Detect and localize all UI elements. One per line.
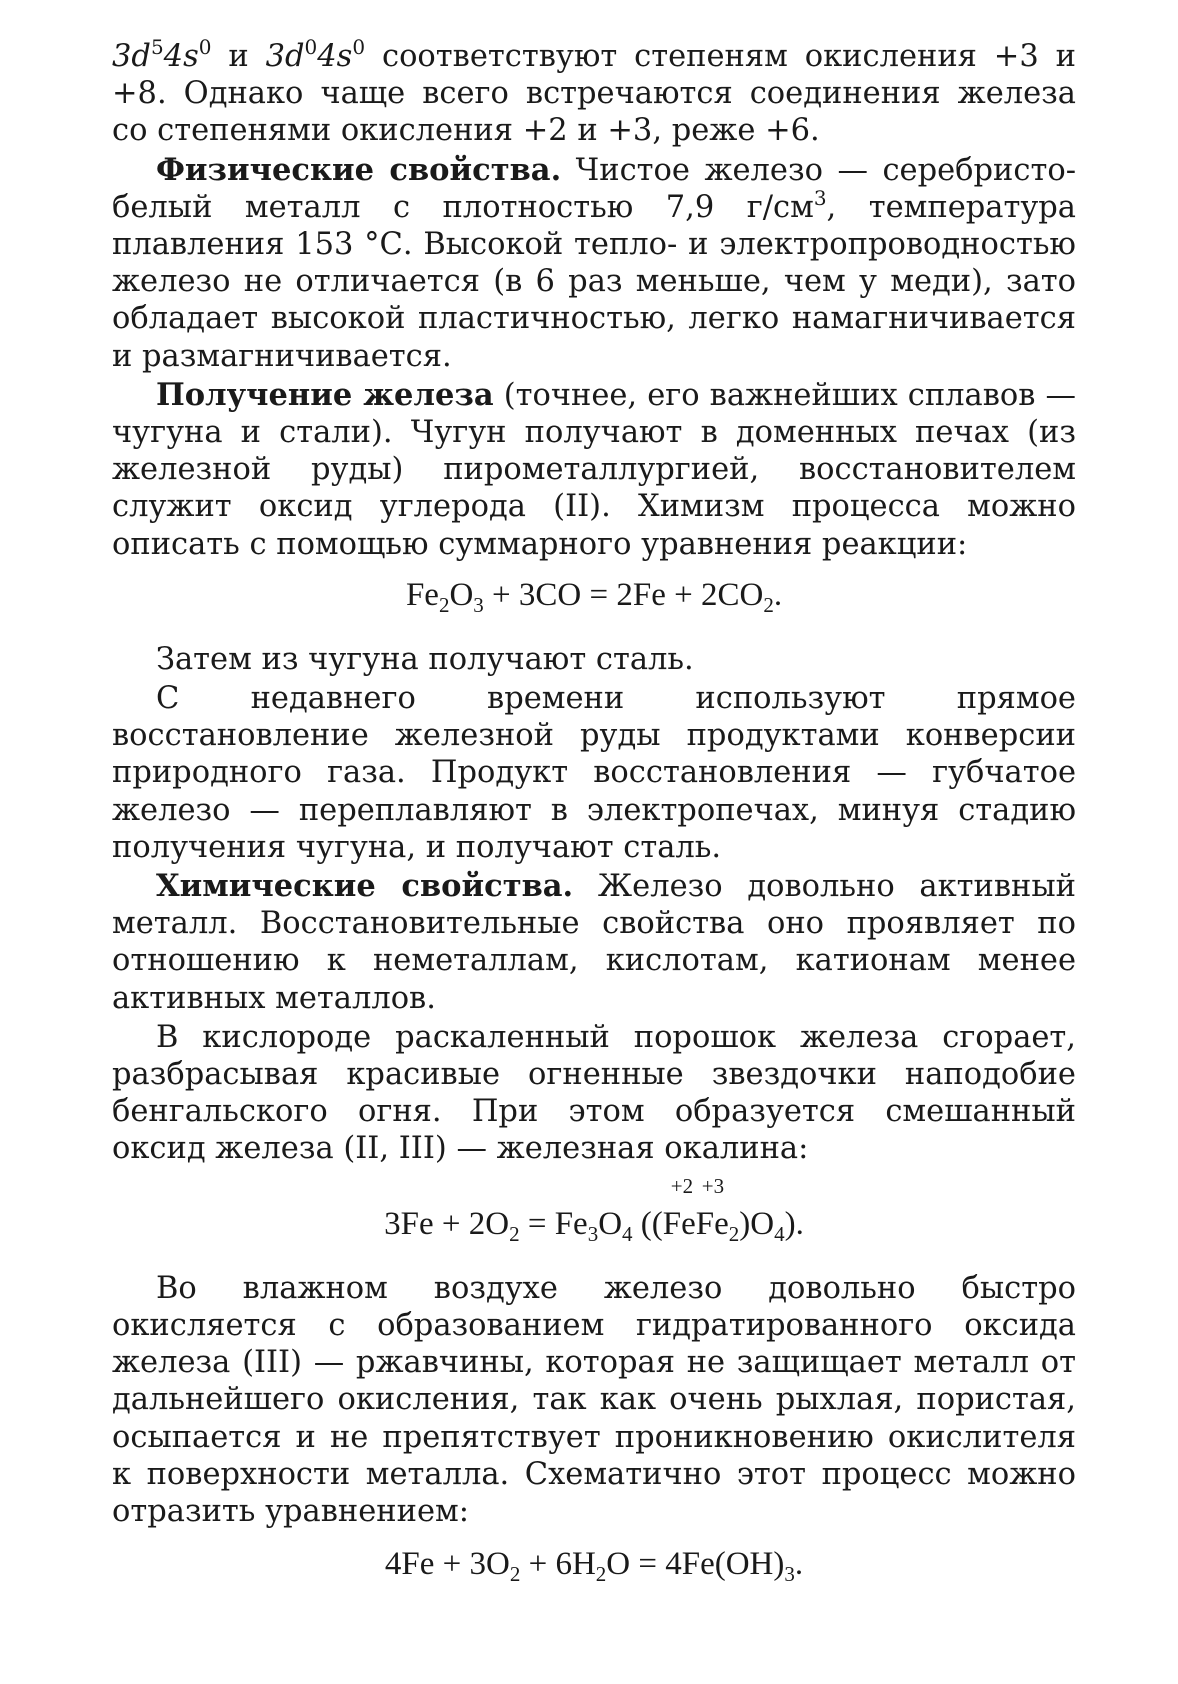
eq-term: (( xyxy=(632,1205,663,1242)
subscript: 2 xyxy=(509,1562,521,1587)
subscript: 2 xyxy=(728,1221,740,1246)
eq-term: . xyxy=(794,1546,804,1583)
config-text: 4s xyxy=(163,39,199,74)
oxidation-state-fe3 xyxy=(695,1173,729,1244)
superscript: 3 xyxy=(813,185,827,210)
paragraph-physical-properties xyxy=(112,152,1076,375)
eq-term: = Fe xyxy=(519,1205,588,1242)
body-text: Чистое железо — серебристо-белый металл с плотностью 7,9 г/см xyxy=(112,152,1076,225)
subscript: 3 xyxy=(587,1221,599,1246)
subscript: 2 xyxy=(509,1221,520,1246)
subscript: 3 xyxy=(473,592,484,617)
paragraph-steel: Затем из чугуна получают сталь. xyxy=(156,641,694,677)
subscript: 2 xyxy=(595,1562,607,1587)
eq-term: O = 4Fe(OH) xyxy=(606,1546,785,1583)
subscript: 4 xyxy=(774,1221,785,1246)
eq-term: ). xyxy=(784,1205,804,1242)
body-text: (точнее, его важнейших сплавов — чугуна и стали). Чугун получают в доменных печах (из железной руды) пирометаллургией, восстановителем служит оксид углерода (II). Химизм процесса можно описать с помощью суммарного уравнения реакции: xyxy=(112,377,1077,562)
section-heading: Химические свойства. xyxy=(156,868,574,905)
body-text: , температура плавления 153 °С. Высокой тепло- и электропроводностью железо не отличается (в 6 раз меньше, чем у меди), зато обладает высокой пластичностью, легко намагничивается и размагничивается. xyxy=(112,189,1076,374)
eq-term: Fe xyxy=(695,1205,729,1242)
oxidation-label: +3 xyxy=(701,1173,725,1198)
paragraph-electron-config xyxy=(112,35,1076,150)
eq-term: 4Fe + 3O xyxy=(384,1546,510,1583)
eq-term: Fe xyxy=(405,576,439,613)
eq-term: . xyxy=(773,576,783,613)
superscript: 0 xyxy=(198,35,212,59)
paragraph-production xyxy=(112,377,1076,563)
section-heading: Физические свойства. xyxy=(156,151,562,188)
equation-iron-oxidation xyxy=(112,1173,1076,1246)
equation-rust xyxy=(112,1544,1076,1587)
eq-term: + 3CO = 2Fe + 2CO xyxy=(483,576,764,613)
textbook-page xyxy=(112,35,1077,1610)
subscript: 2 xyxy=(763,592,774,617)
body-text: Железо довольно активный металл. Восстановительные свойства оно проявляет по отношению к неметаллам, кислотам, катионам менее активных металлов. xyxy=(112,869,1076,1016)
paragraph-chemical-properties xyxy=(112,868,1076,1017)
subscript: 2 xyxy=(438,592,450,617)
section-heading: Получение железа xyxy=(156,376,494,413)
paragraph-direct-reduction: С недавнего времени используют прямое восстановление железной руды продуктами конверсии природного газа. Продукт восстановления — губчатое железо — переплавляют в электропечах, минуя стадию получения чугуна, и получают сталь. xyxy=(112,681,1076,865)
eq-term: + 6H xyxy=(520,1546,596,1583)
subscript: 4 xyxy=(622,1221,633,1246)
equation-iron-reduction xyxy=(112,575,1076,615)
paragraph-rust: Во влажном воздухе железо довольно быстро окисляется с образованием гидратированного оксида железа (III) — ржавчины, которая не защищает металл от дальнейшего окисления, так как очень рыхлая, пористая, осыпается и не препятствует проникновению окислителя к поверхности металла. Схематично этот процесс можно отразить уравнением: xyxy=(112,1270,1076,1529)
paragraph-oxygen-burning: В кислороде раскаленный порошок железа сгорает, разбрасывая красивые огненные звездочки наподобие бенгальского огня. При этом образуется смешанный оксид железа (II, III) — железная окалина: xyxy=(112,1019,1076,1167)
body-text: и xyxy=(211,39,266,74)
oxidation-state-fe2 xyxy=(662,1173,696,1244)
config-text: 4s xyxy=(317,39,353,74)
config-text: 3d xyxy=(112,39,151,74)
eq-term: O xyxy=(449,576,474,613)
eq-term: 3Fe + 2O xyxy=(384,1205,510,1242)
superscript: 5 xyxy=(150,35,164,59)
oxidation-label: +2 xyxy=(670,1173,694,1198)
eq-term: O xyxy=(598,1205,623,1242)
subscript: 3 xyxy=(784,1562,795,1587)
superscript: 0 xyxy=(304,35,318,59)
eq-term: )O xyxy=(739,1205,775,1242)
superscript: 0 xyxy=(352,35,366,59)
eq-term: Fe xyxy=(662,1205,696,1242)
body-text: соответствуют степеням окисления +3 и +8. Однако чаще всего встречаются соединения железа со степенями окисления +2 и +3, реже +6. xyxy=(112,39,1076,149)
config-text: 3d xyxy=(265,39,305,74)
